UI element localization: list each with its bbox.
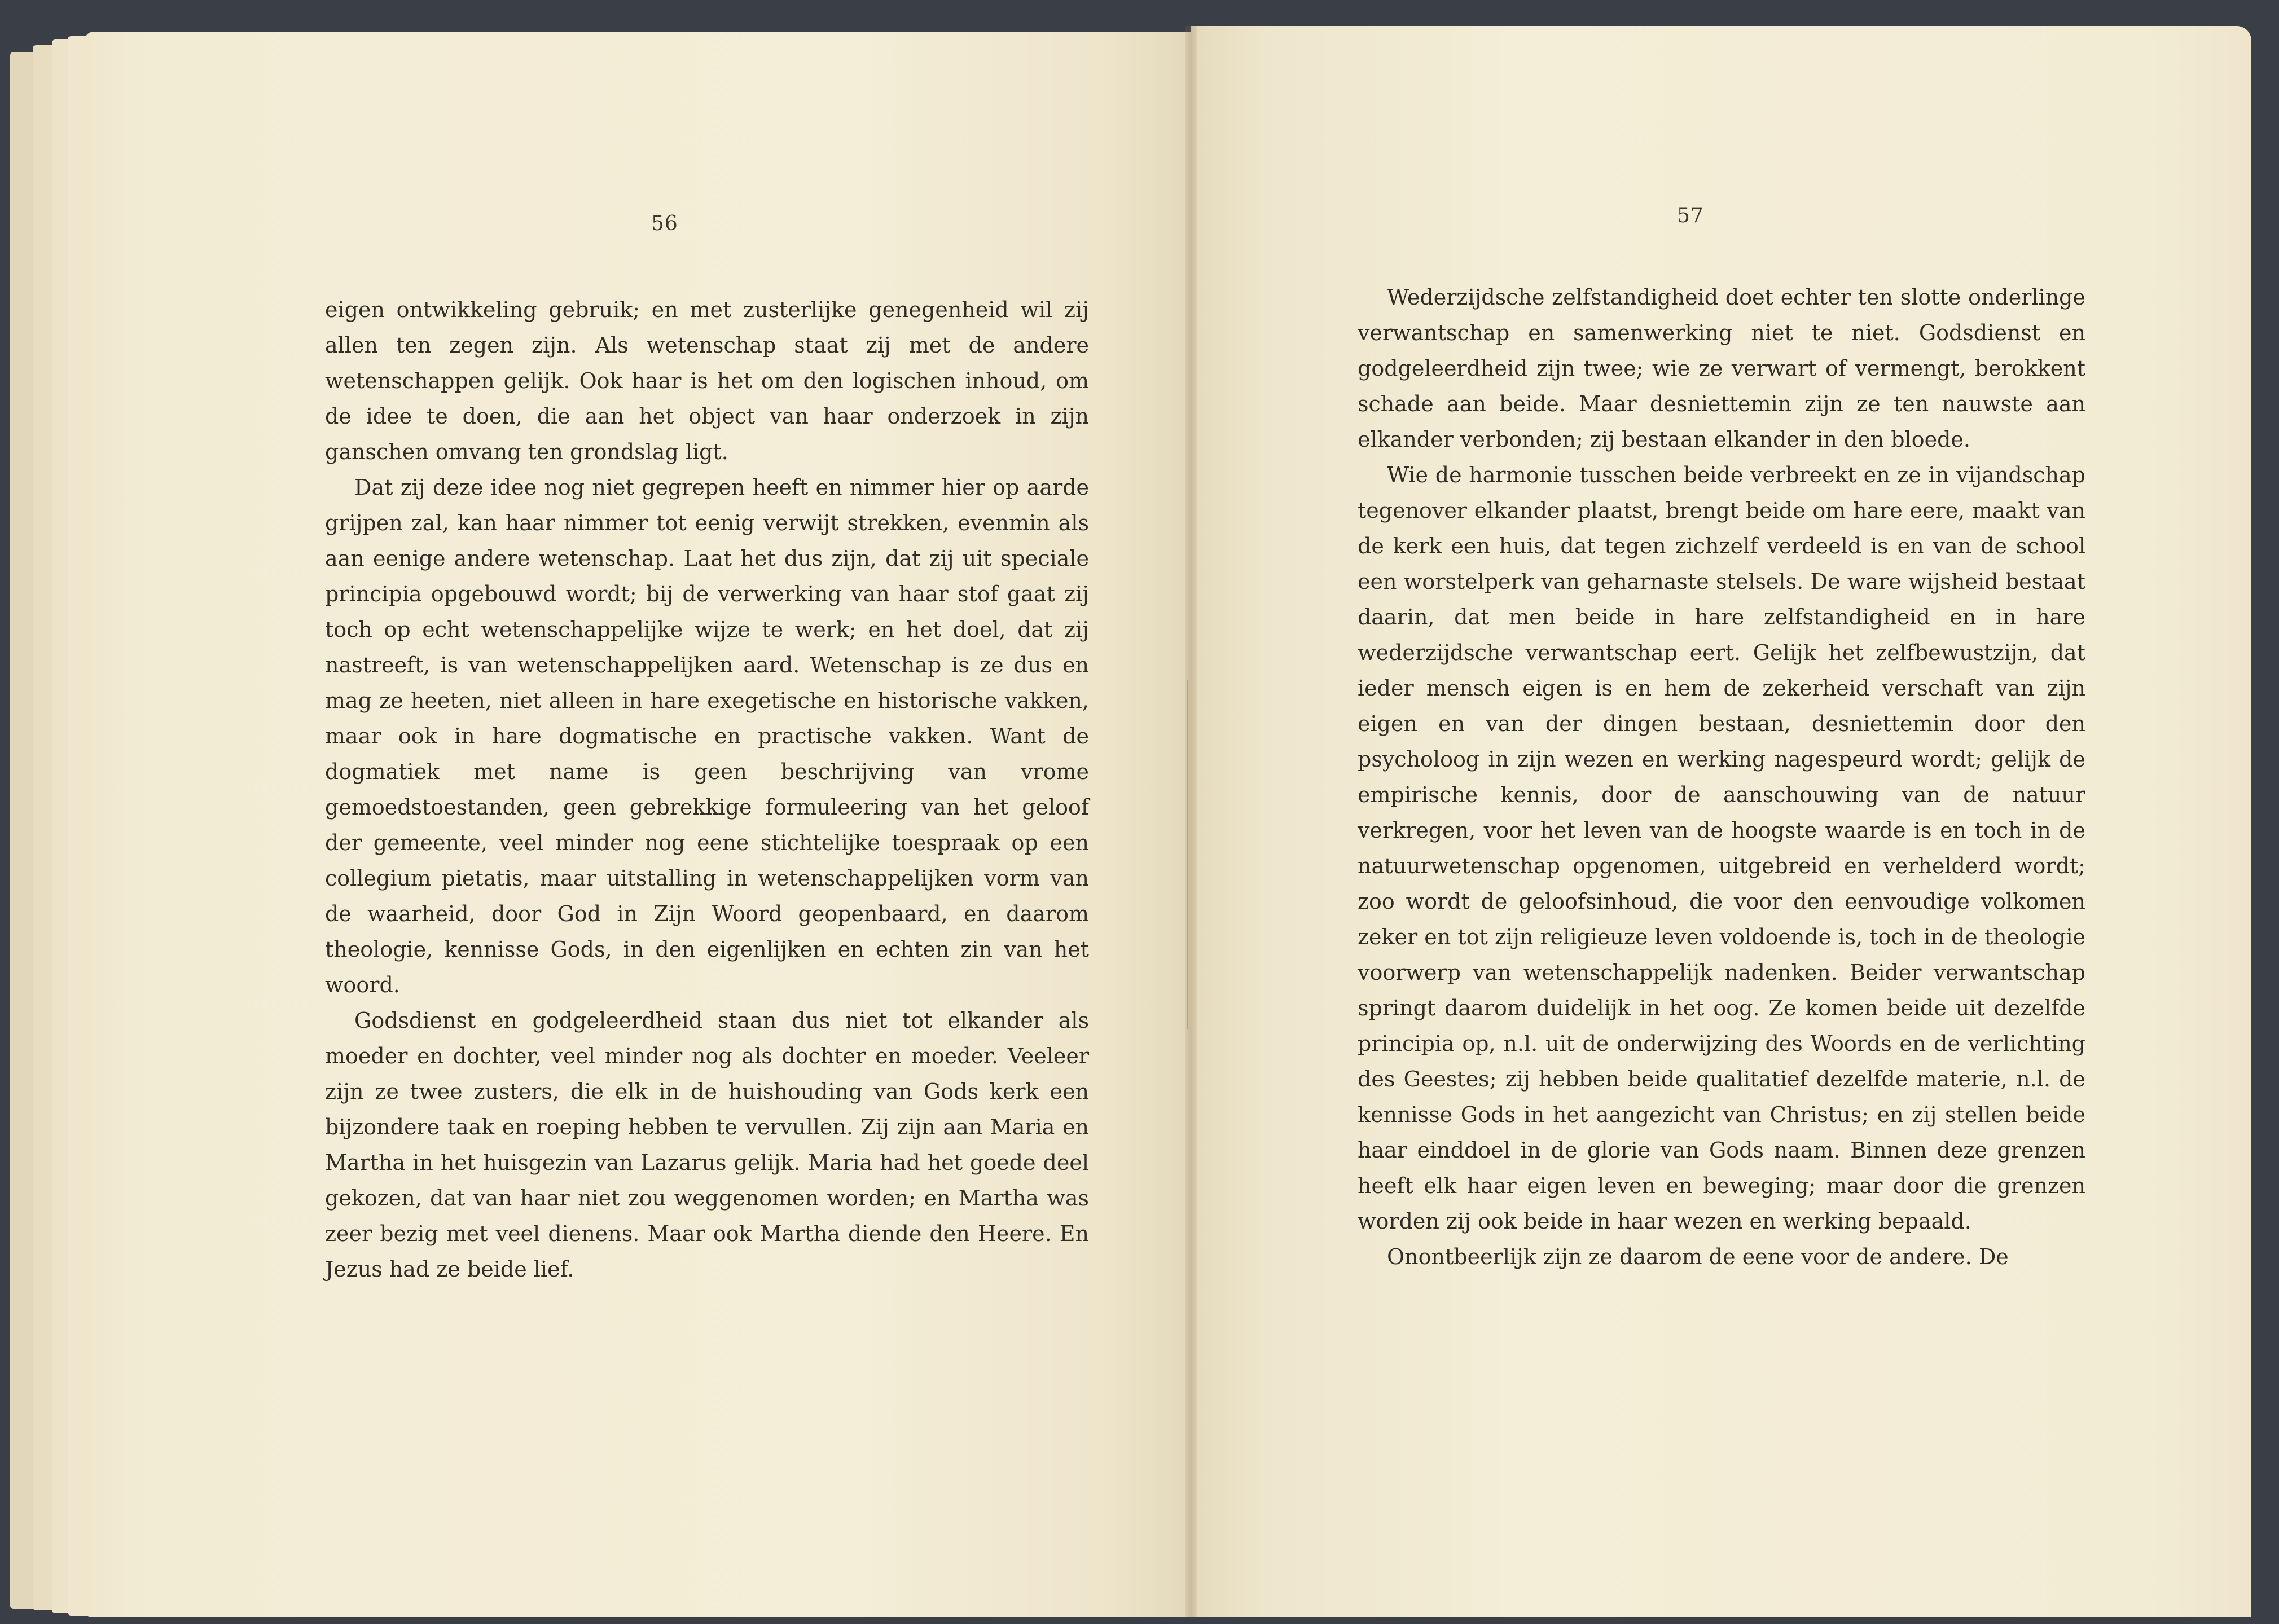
body-text bbox=[1358, 280, 2085, 1275]
paragraph: Godsdienst en godgeleerdheid staan dus niet tot elkander als moeder en dochter, veel minder nog als dochter en moeder. Veeleer zijn ze twee zusters, die elk in de huishouding van Gods kerk een bijzondere taak en roeping hebben te vervullen. Zij zijn aan Maria en Martha in het huisgezin van Lazarus gelijk. Maria had het goede deel gekozen, dat van haar niet zou weggenomen worden; en Martha was zeer bezig met veel dienens. Maar ook Martha diende den Heere. En Jezus had ze beide lief. bbox=[325, 1008, 1089, 1282]
paragraph: eigen ontwikkeling gebruik; en met zusterlijke genegenheid wil zij allen ten zegen zijn. Als wetenschap staat zij met de andere wetenschappen gelijk. Ook haar is het om den logischen inhoud, om de idee te doen, die aan het object van haar onderzoek in zijn ganschen omvang ten grondslag ligt. bbox=[325, 297, 1089, 464]
paragraph: Onontbeerlijk zijn ze daarom de eene voor de andere. De bbox=[1387, 1244, 2009, 1269]
paragraph: Dat zij deze idee nog niet gegrepen heeft en nimmer hier op aarde grijpen zal, kan haar nimmer tot eenig verwijt strekken, evenmin als aan eenige andere wetenschap. Laat het dus zijn, dat zij uit speciale principia opgebouwd wordt; bij de verwerking van haar stof gaat zij toch op echt wetenschappelijke wijze te werk; en het doel, dat zij nastreeft, is van wetenschappelijken aard. Wetenschap is ze dus en mag ze heeten, niet alleen in hare exegetische en historische vakken, maar ook in hare dogmatische en practische vakken. Want de dogmatiek met name is geen beschrijving van vrome gemoedstoestanden, geen gebrekkige formuleering van het geloof der gemeente, veel minder nog eene stichtelijke toespraak op een collegium pietatis, maar uitstalling in wetenschappelijken vorm van de waarheid, door God in Zijn Woord geopenbaard, en daarom theologie, kennisse Gods, in den eigenlijken en echten zin van het woord. bbox=[325, 475, 1089, 997]
binding-thread bbox=[1187, 680, 1191, 1029]
body-text bbox=[325, 292, 1089, 1287]
paragraph: Wie de harmonie tusschen beide verbreekt en ze in vijandschap tegenover elkander plaatst, brengt beide om hare eere, maakt van de kerk een huis, dat tegen zichzelf verdeeld is en van de school een worstelperk van geharnaste stelsels. De ware wijsheid bestaat daarin, dat men beide in hare zelfstandigheid en in hare wederzijdsche verwantschap eert. Gelijk het zelfbewustzijn, dat ieder mensch eigen is en hem de zekerheid verschaft van zijn eigen en van der dingen bestaan, desniettemin door den psycholoog in zijn wezen en werking nagespeurd wordt; gelijk de empirische kennis, door de aanschouwing van de natuur verkregen, voor het leven van de hoogste waarde is en toch in de natuurwetenschap opgenomen, uitgebreid en verhelderd wordt; zoo wordt de geloofsinhoud, die voor den eenvoudige volkomen zeker en tot zijn religieuze leven voldoende is, toch in de theologie voorwerp van wetenschappelijk nadenken. Beider verwantschap springt daarom duidelijk in het oog. Ze komen beide uit dezelfde principia op, n.l. uit de onderwijzing des Woords en de verlichting des Geestes; zij hebben beide qualitatief dezelfde materie, n.l. de kennisse Gods in het aangezicht van Christus; en zij stellen beide haar einddoel in de glorie van Gods naam. Binnen deze grenzen heeft elk haar eigen leven en beweging; maar door die grenzen worden zij ook beide in haar wezen en werking bepaald. bbox=[1358, 463, 2085, 1234]
paragraph: Wederzijdsche zelfstandigheid doet echter ten slotte onderlinge verwantschap en samenwerking niet te niet. Godsdienst en godgeleerdheid zijn twee; wie ze verwart of vermengt, berokkent schade aan beide. Maar desniettemin zijn ze ten nauwste aan elkander verbonden; zij bestaan elkander in den bloede. bbox=[1358, 285, 2085, 452]
page-number: 56 bbox=[651, 212, 678, 235]
right-page bbox=[1191, 26, 2251, 1617]
page-number: 57 bbox=[1677, 204, 1704, 227]
left-page bbox=[85, 32, 1191, 1617]
